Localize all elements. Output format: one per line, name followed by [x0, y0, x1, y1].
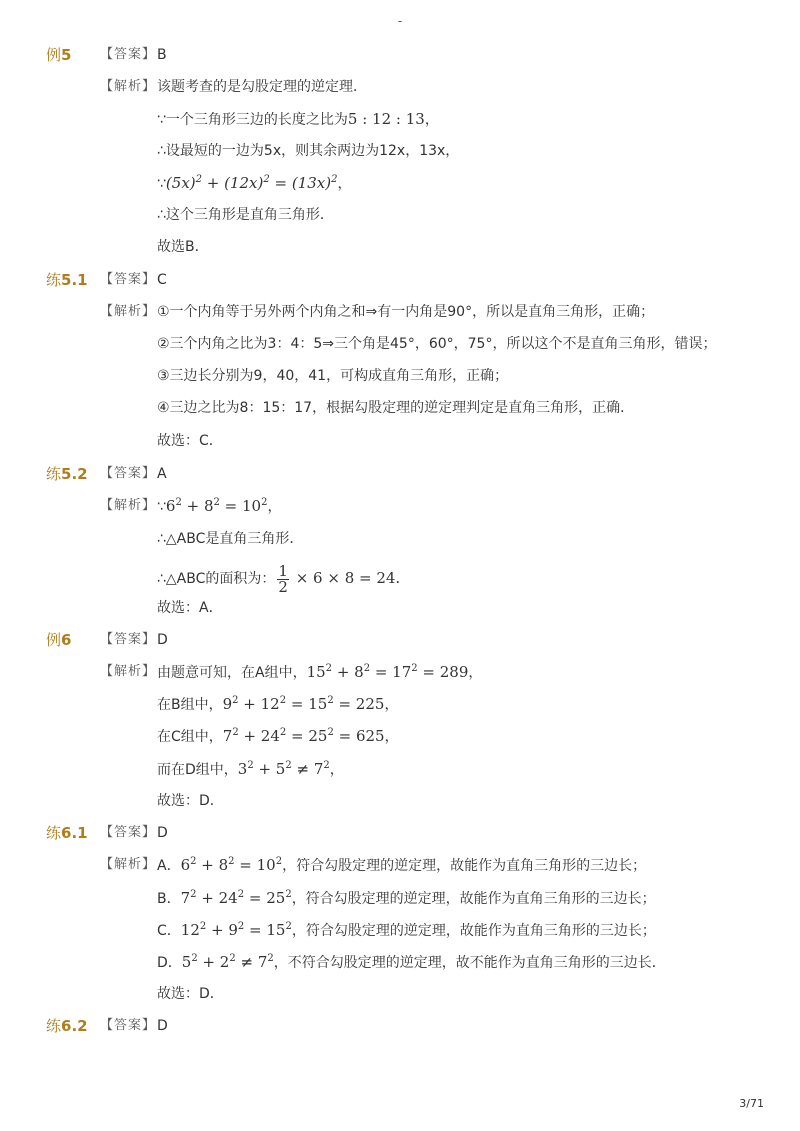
answer-tag: 【答案】	[100, 47, 157, 62]
exponent: 2	[279, 727, 287, 738]
line-content	[157, 885, 656, 912]
label-prefix: 练	[46, 465, 62, 483]
label-prefix: 练	[46, 271, 62, 289]
line-content: ④三边之比为8：15：17，根据勾股定理的逆定理判定是直角三角形，正确．	[157, 400, 635, 416]
exponent: 2	[175, 497, 182, 508]
math-part: + 5	[253, 760, 286, 778]
label-number: 6.2	[61, 1017, 88, 1035]
analysis-tag: 【解析】	[100, 498, 157, 513]
math-part: 7	[222, 727, 233, 745]
text-part: ，	[384, 729, 399, 745]
text-part: ∴△ABC的面积为：	[157, 571, 276, 587]
exponent: 2	[327, 695, 334, 706]
math-part: + 8	[332, 663, 364, 681]
exponent: 2	[275, 856, 283, 867]
line-content	[157, 170, 351, 197]
exponent: 2	[237, 921, 245, 932]
example-6-analysis-row	[0, 659, 800, 685]
math-expression	[166, 497, 268, 515]
analysis-line	[0, 138, 800, 164]
analysis-line	[0, 234, 800, 260]
exponent: 2	[199, 921, 207, 932]
text-part: ，符合勾股定理的逆定理，故能作为直角三角形的三边长；	[291, 923, 656, 939]
answer-tag: 【答案】	[100, 1018, 157, 1033]
exponent: 2	[331, 174, 338, 185]
exponent: 2	[411, 663, 418, 674]
exponent: 2	[323, 760, 330, 771]
math-part: + 8	[196, 856, 229, 874]
text-part: ∵	[157, 499, 166, 515]
line-content	[157, 949, 666, 976]
fraction-denominator: 2	[278, 577, 288, 596]
analysis-tag: 【解析】	[100, 79, 157, 94]
analysis-line	[0, 595, 800, 621]
exponent: 2	[267, 953, 274, 964]
text-part: ，	[468, 665, 483, 681]
answer-value: D	[157, 825, 168, 841]
analysis-line	[0, 363, 800, 389]
analysis-line	[0, 526, 800, 552]
label-number: 6.1	[61, 824, 88, 842]
practice-6-1-label	[46, 820, 88, 846]
text-part: 而在D组中，	[157, 762, 238, 778]
text-part: 在C组中，	[157, 729, 223, 745]
line-content: ②三个内角之比为3：4：5⇒三个角是45°，60°，75°，所以这个不是直角三角形，错误；	[157, 336, 717, 352]
text-part: ，	[267, 499, 282, 515]
math-expression	[307, 663, 469, 681]
math-part: 15	[306, 663, 326, 681]
math-part: + 9	[206, 921, 238, 939]
text-part: D．	[157, 955, 182, 971]
math-expression	[238, 760, 330, 778]
math-part: = 225	[333, 695, 385, 713]
exponent: 2	[237, 889, 245, 900]
exponent: 2	[232, 695, 239, 706]
analysis-line	[0, 885, 800, 911]
text-part: B．	[157, 891, 181, 907]
text-part: ∵	[157, 176, 166, 192]
exponent: 2	[279, 695, 287, 706]
label-prefix: 练	[46, 1017, 62, 1035]
analysis-tag: 【解析】	[100, 304, 157, 319]
exponent: 2	[325, 663, 333, 674]
analysis-line	[0, 202, 800, 228]
exponent: 2	[327, 727, 334, 738]
analysis-line	[0, 917, 800, 943]
label-number: 5.1	[61, 271, 88, 289]
label-number: 5	[61, 46, 72, 64]
math-part: 5	[181, 953, 192, 971]
practice-5-1-label	[46, 267, 88, 293]
line-content: 故选：C．	[157, 433, 223, 449]
exponent: 2	[285, 889, 292, 900]
line-content: ③三边长分别为9，40，41，可构成直角三角形，正确；	[157, 368, 509, 384]
practice-5-2-answer-row	[0, 461, 800, 487]
analysis-line	[0, 756, 800, 782]
exponent: 2	[285, 921, 292, 932]
answer-tag: 【答案】	[100, 466, 157, 481]
math-part: 3	[237, 760, 248, 778]
answer-value: D	[157, 632, 168, 648]
example-5-answer-row	[0, 42, 800, 68]
math-part: + 8	[181, 497, 214, 515]
analysis-line	[0, 691, 800, 717]
analysis-line	[0, 428, 800, 454]
text-part: ，符合勾股定理的逆定理，故能作为直角三角形的三边长；	[282, 858, 647, 874]
practice-5-1-answer-row	[0, 267, 800, 293]
math-expression	[181, 856, 283, 874]
math-expression	[181, 889, 292, 907]
exponent: 2	[213, 497, 220, 508]
analysis-line	[0, 395, 800, 421]
math-part: ≠ 7	[235, 953, 268, 971]
math-expression	[166, 174, 338, 192]
example-6-answer-row	[0, 627, 800, 653]
answer-value: B	[157, 47, 167, 63]
practice-5-1-analysis-row	[0, 299, 800, 325]
exponent: 2	[261, 497, 268, 508]
math-part: = 17	[370, 663, 412, 681]
math-part: 6	[165, 497, 176, 515]
practice-6-2-label	[46, 1013, 88, 1039]
math-part: = 15	[244, 921, 286, 939]
example-5-analysis-row	[0, 74, 800, 100]
exponent: 2	[190, 856, 197, 867]
exponent: 2	[232, 727, 239, 738]
math-expression	[223, 727, 385, 745]
math-part: + 2	[197, 953, 230, 971]
exponent: 2	[285, 760, 292, 771]
math-part: = 289	[417, 663, 469, 681]
label-prefix: 例	[46, 631, 62, 649]
text-part: ，不符合勾股定理的逆定理，故不能作为直角三角形的三边长．	[273, 955, 666, 971]
math-part: = 625	[333, 727, 385, 745]
text-part: A．	[157, 858, 181, 874]
math-part: 6	[180, 856, 191, 874]
label-number: 5.2	[61, 465, 88, 483]
math-part: = 15	[286, 695, 328, 713]
math-ratio: 5 : 12 : 13	[347, 110, 425, 128]
text-part: 由题意可知，在A组中，	[157, 665, 307, 681]
text-part: 在B组中，	[157, 697, 223, 713]
practice-6-1-answer-row	[0, 820, 800, 846]
analysis-line	[0, 723, 800, 749]
math-part: 9	[222, 695, 233, 713]
analysis-tag: 【解析】	[100, 664, 157, 679]
fraction-numerator: 1	[278, 561, 288, 580]
analysis-text: 该题考查的是勾股定理的逆定理．	[157, 79, 367, 95]
math-expression	[181, 921, 292, 939]
math-part: = 10	[234, 856, 276, 874]
line-content: ∴△ABC是直角三角形．	[157, 531, 304, 547]
analysis-line	[0, 981, 800, 1007]
line-content: ∴设最短的一边为5x，则其余两边为12x，13x，	[157, 143, 460, 159]
math-expression	[223, 695, 385, 713]
exponent: 2	[191, 953, 198, 964]
practice-5-2-analysis-row	[0, 493, 800, 519]
answer-tag: 【答案】	[100, 272, 157, 287]
answer-value: A	[157, 466, 167, 482]
math-part: + (12x)	[202, 174, 264, 192]
page-header-mark: -	[397, 14, 403, 28]
line-content	[157, 852, 646, 879]
math-part: + 12	[238, 695, 280, 713]
line-content	[157, 917, 656, 944]
text-part: C．	[157, 923, 181, 939]
math-part: = 10	[219, 497, 262, 515]
math-part: = (13x)	[269, 174, 332, 192]
exponent: 2	[228, 856, 235, 867]
answer-value: D	[157, 1018, 168, 1034]
analysis-line	[0, 106, 800, 132]
text-part: ，	[337, 176, 352, 192]
analysis-line	[0, 788, 800, 814]
math-part: + 24	[238, 727, 280, 745]
exponent: 2	[263, 174, 270, 185]
answer-tag: 【答案】	[100, 632, 157, 647]
text-part: ，	[329, 762, 344, 778]
line-content	[157, 560, 400, 597]
fraction	[277, 561, 289, 596]
line-content	[157, 493, 281, 520]
line-content: 故选B．	[157, 239, 209, 255]
label-prefix: 例	[46, 46, 62, 64]
analysis-tag: 【解析】	[100, 857, 157, 872]
line-content	[157, 723, 399, 750]
text-part: ∵一个三角形三边的长度之比为	[157, 112, 348, 128]
analysis-line	[0, 949, 800, 975]
math-part: = 25	[244, 889, 286, 907]
practice-6-1-analysis-row	[0, 852, 800, 878]
math-part: (5x)	[165, 174, 196, 192]
label-prefix: 练	[46, 824, 62, 842]
example-6-label	[46, 627, 71, 653]
math-expression	[182, 953, 274, 971]
line-content	[157, 106, 439, 133]
exponent: 2	[247, 760, 254, 771]
analysis-line	[0, 170, 800, 196]
line-content: 故选：D．	[157, 793, 224, 809]
math-part: 12	[180, 921, 200, 939]
page-number: 3/71	[739, 1097, 764, 1110]
analysis-text: ①一个内角等于另外两个内角之和⇒有一内角是90°，所以是直角三角形，正确；	[157, 304, 655, 320]
math-part: = 25	[286, 727, 328, 745]
exponent: 2	[363, 663, 371, 674]
line-content	[157, 659, 482, 686]
exponent: 2	[195, 174, 203, 185]
line-content	[157, 756, 344, 783]
practice-5-2-label	[46, 461, 88, 487]
practice-6-2-answer-row	[0, 1013, 800, 1039]
analysis-line	[0, 560, 800, 596]
example-5-label	[46, 42, 71, 68]
analysis-line	[0, 331, 800, 357]
label-number: 6	[61, 631, 72, 649]
answer-tag: 【答案】	[100, 825, 157, 840]
text-part: ，	[384, 697, 399, 713]
line-content	[157, 691, 398, 718]
answer-value: C	[157, 272, 167, 288]
text-part: ，符合勾股定理的逆定理，故能作为直角三角形的三边长；	[291, 891, 656, 907]
line-content: 故选：D．	[157, 986, 224, 1002]
math-part: × 6 × 8 = 24.	[290, 569, 401, 587]
exponent: 2	[229, 953, 236, 964]
exponent: 2	[190, 889, 197, 900]
line-content: 故选：A．	[157, 600, 223, 616]
text-part: ，	[424, 112, 439, 128]
math-part: + 24	[196, 889, 238, 907]
line-content: ∴这个三角形是直角三角形．	[157, 207, 334, 223]
math-part: 7	[180, 889, 191, 907]
math-part: ≠ 7	[291, 760, 324, 778]
